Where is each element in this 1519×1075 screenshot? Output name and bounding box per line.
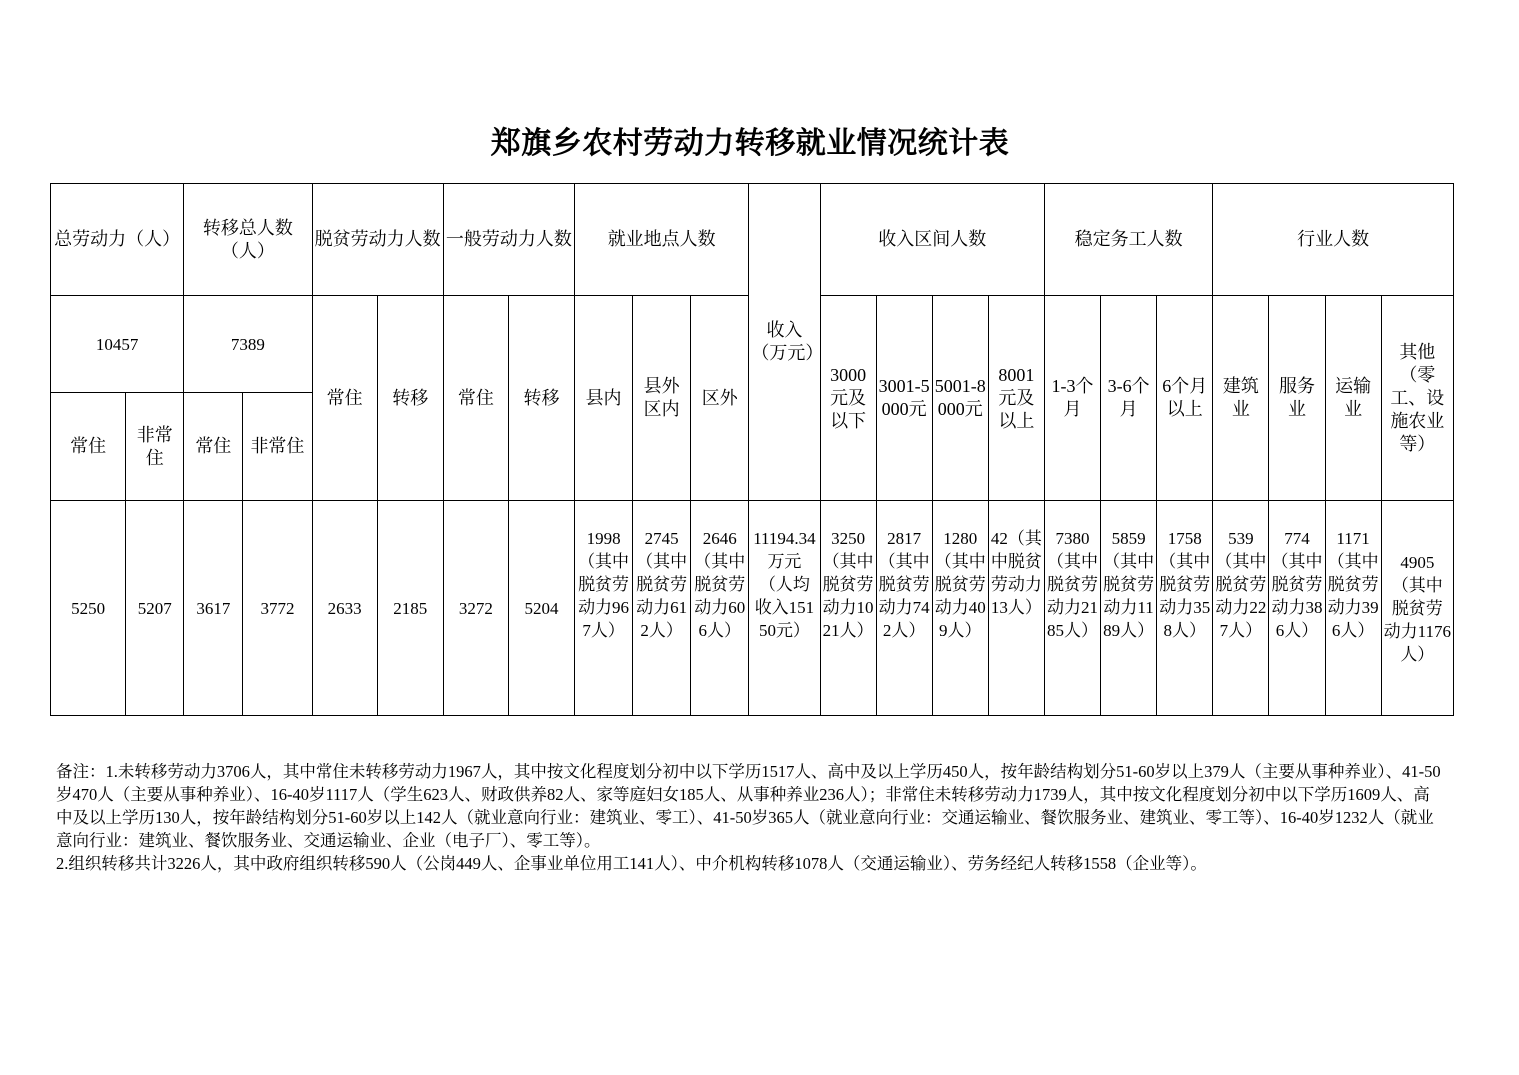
months-6-plus-value: 1758（其中脱贫劳动力358人） [1157, 501, 1213, 716]
header-range-3: 5001-8000元 [932, 296, 988, 501]
general-transfer-value: 5204 [508, 501, 574, 716]
other-value: 4905（其中脱贫劳动力1176人） [1381, 501, 1453, 716]
header-transfer-resident: 常住 [184, 393, 243, 501]
remark-line-1: 备注：1.未转移劳动力3706人，其中常住未转移劳动力1967人，其中按文化程度划分初中以下学历1517人、高中及以上学历450人，按年龄结构划分51-60岁以上379人（主要从事种养业）、41-50岁470人（主要从事种养业）、16-40岁1117人（学生623人、财政供养82人、家等庭妇女185人、从事种养业236人）；非常住未转移劳动力1739人，其中按文化程度划分初中以下学历1609人、高中及以上学历130人，按年龄结构划分51-60岁以上142人（就业意向行业：建筑业、零工）、41-50岁365人（就业意向行业：交通运输业、餐饮服务业、建筑业、零工等）、16-40岁1232人（就业意向行业：建筑业、餐饮服务业、交通运输业、企业（电子厂）、零工等）。 [56, 762, 1441, 850]
header-in-county: 县内 [575, 296, 633, 501]
transfer-total-value: 7389 [184, 296, 312, 393]
header-industry: 行业人数 [1213, 184, 1454, 296]
header-stable-work: 稳定务工人数 [1044, 184, 1212, 296]
header-total-resident: 常住 [51, 393, 126, 501]
transfer-resident-value: 3617 [184, 501, 243, 716]
total-nonresident-value: 5207 [126, 501, 184, 716]
range-1-value: 3250（其中脱贫劳动力1021人） [820, 501, 876, 716]
range-4-value: 42（其中脱贫劳动力13人） [988, 501, 1044, 716]
header-months-1-3: 1-3个月 [1044, 296, 1100, 501]
range-3-value: 1280（其中脱贫劳动力409人） [932, 501, 988, 716]
out-region-value: 2646（其中脱贫劳动力606人） [691, 501, 749, 716]
header-income-range: 收入区间人数 [820, 184, 1044, 296]
header-service: 服务业 [1269, 296, 1325, 501]
header-out-county-in-region: 县外区内 [633, 296, 691, 501]
header-general-resident: 常住 [443, 296, 508, 501]
header-transfer-total: 转移总人数（人） [184, 184, 312, 296]
header-range-1: 3000元及以下 [820, 296, 876, 501]
poverty-transfer-value: 2185 [377, 501, 443, 716]
transport-value: 1171（其中脱贫劳动力396人） [1325, 501, 1381, 716]
statistics-table [50, 183, 1454, 716]
poverty-resident-value: 2633 [312, 501, 377, 716]
in-county-value: 1998（其中脱贫劳动力967人） [575, 501, 633, 716]
header-total-nonresident: 非常住 [126, 393, 184, 501]
header-construction: 建筑业 [1213, 296, 1269, 501]
header-employment-location: 就业地点人数 [575, 184, 749, 296]
header-poverty-transfer: 转移 [377, 296, 443, 501]
header-transfer-nonresident: 非常住 [243, 393, 312, 501]
remark-line-2: 2.组织转移共计3226人，其中政府组织转移590人（公岗449人、企事业单位用工141人）、中介机构转移1078人（交通运输业）、劳务经纪人转移1558（企业等）。 [56, 854, 1207, 873]
total-resident-value: 5250 [51, 501, 126, 716]
header-general-transfer: 转移 [508, 296, 574, 501]
header-other: 其他（零工、设施农业等） [1381, 296, 1453, 501]
header-months-6-plus: 6个月以上 [1157, 296, 1213, 501]
header-transport: 运输业 [1325, 296, 1381, 501]
header-out-region: 区外 [691, 296, 749, 501]
header-range-4: 8001元及以上 [988, 296, 1044, 501]
months-3-6-value: 5859（其中脱贫劳动力1189人） [1101, 501, 1157, 716]
header-total-labor: 总劳动力（人） [51, 184, 184, 296]
service-value: 774（其中脱贫劳动力386人） [1269, 501, 1325, 716]
months-1-3-value: 7380（其中脱贫劳动力2185人） [1044, 501, 1100, 716]
header-range-2: 3001-5000元 [876, 296, 932, 501]
header-months-3-6: 3-6个月 [1101, 296, 1157, 501]
general-resident-value: 3272 [443, 501, 508, 716]
total-labor-value: 10457 [51, 296, 184, 393]
remarks [56, 760, 1446, 875]
range-2-value: 2817（其中脱贫劳动力742人） [876, 501, 932, 716]
header-poverty-resident: 常住 [312, 296, 377, 501]
header-income: 收入（万元） [749, 184, 820, 501]
header-general-labor: 一般劳动力人数 [443, 184, 574, 296]
transfer-nonresident-value: 3772 [243, 501, 312, 716]
income-value: 11194.34万元（人均收入15150元） [749, 501, 820, 716]
header-poverty-labor: 脱贫劳动力人数 [312, 184, 443, 296]
construction-value: 539（其中脱贫劳动力227人） [1213, 501, 1269, 716]
page-title: 郑旗乡农村劳动力转移就业情况统计表 [490, 127, 1010, 160]
out-county-in-region-value: 2745（其中脱贫劳动力612人） [633, 501, 691, 716]
